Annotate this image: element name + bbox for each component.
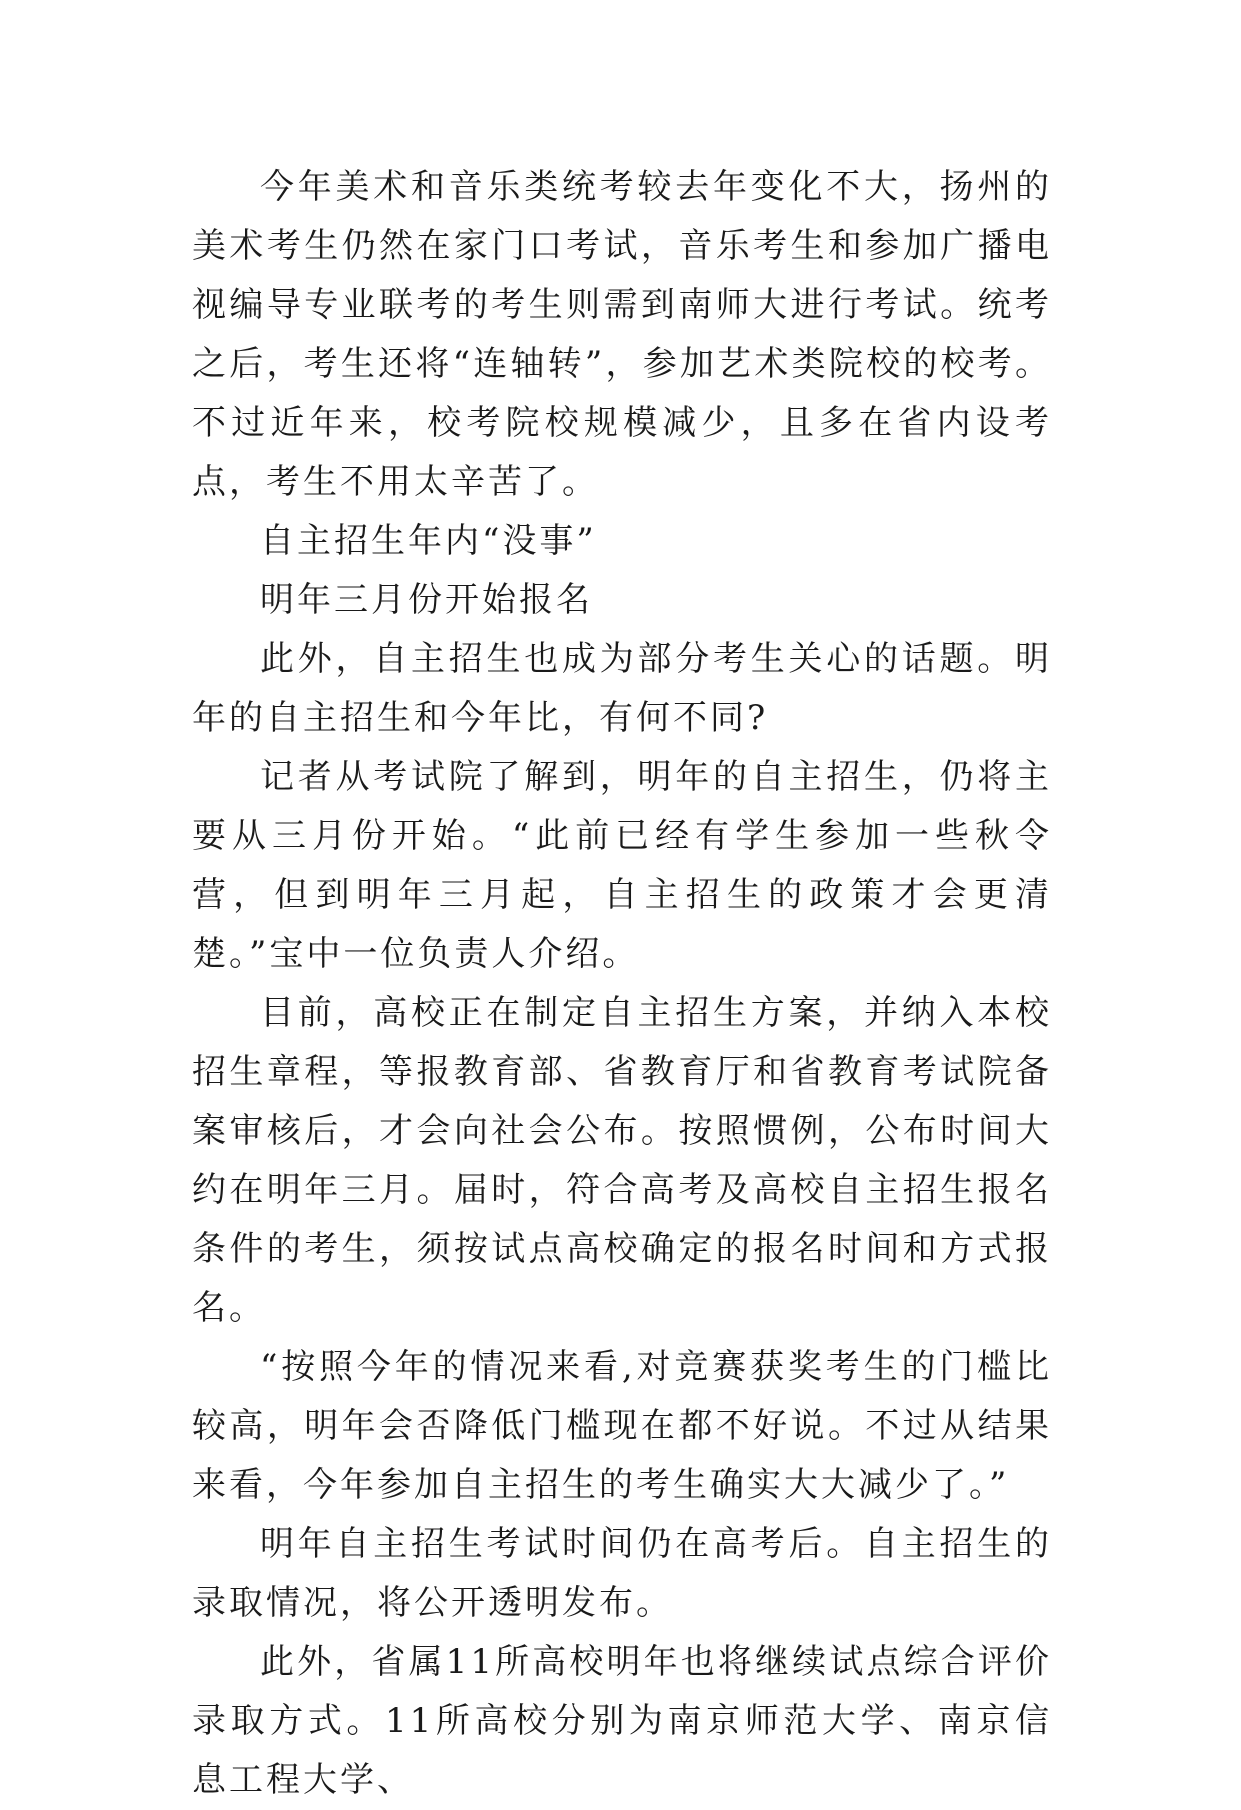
paragraph-exam-institute: 记者从考试院了解到，明年的自主招生，仍将主要从三月份开始。“此前已经有学生参加一些秋令营，但到明年三月起，自主招生的政策才会更清楚。”宝中一位负责人介绍。 — [192, 757, 1052, 974]
paragraph-exam-time: 明年自主招生考试时间仍在高考后。自主招生的录取情况，将公开透明发布。 — [192, 1524, 1052, 1623]
paragraph-art-exam: 今年美术和音乐类统考较去年变化不大，扬州的美术考生仍然在家门口考试，音乐考生和参加广播电视编导专业联考的考生则需到南师大进行考试。统考之后，考生还将“连轴转”，参加艺术类院校的校考。不过近年来，校考院校规模减少，且多在省内设考点，考生不用太辛苦了。 — [192, 167, 1052, 502]
article-body — [192, 158, 1052, 1810]
paragraph-comprehensive-evaluation: 此外，省属11所高校明年也将继续试点综合评价录取方式。11所高校分别为南京师范大学、南京信息工程大学、 — [192, 1642, 1052, 1800]
paragraph-university-plans: 目前，高校正在制定自主招生方案，并纳入本校招生章程，等报教育部、省教育厅和省教育考试院备案审核后，才会向社会公布。按照惯例，公布时间大约在明年三月。届时，符合高考及高校自主招生报名条件的考生，须按试点高校确定的报名时间和方式报名。 — [192, 993, 1052, 1328]
subheading-line-2: 明年三月份开始报名 — [260, 580, 593, 620]
paragraph-self-enrollment-intro: 此外，自主招生也成为部分考生关心的话题。明年的自主招生和今年比，有何不同? — [192, 639, 1052, 738]
paragraph-quote: “按照今年的情况来看,对竞赛获奖考生的门槛比较高，明年会否降低门槛现在都不好说。不过从结果来看，今年参加自主招生的考生确实大大减少了。” — [192, 1347, 1052, 1505]
subheading-line-1: 自主招生年内“没事” — [260, 521, 597, 561]
